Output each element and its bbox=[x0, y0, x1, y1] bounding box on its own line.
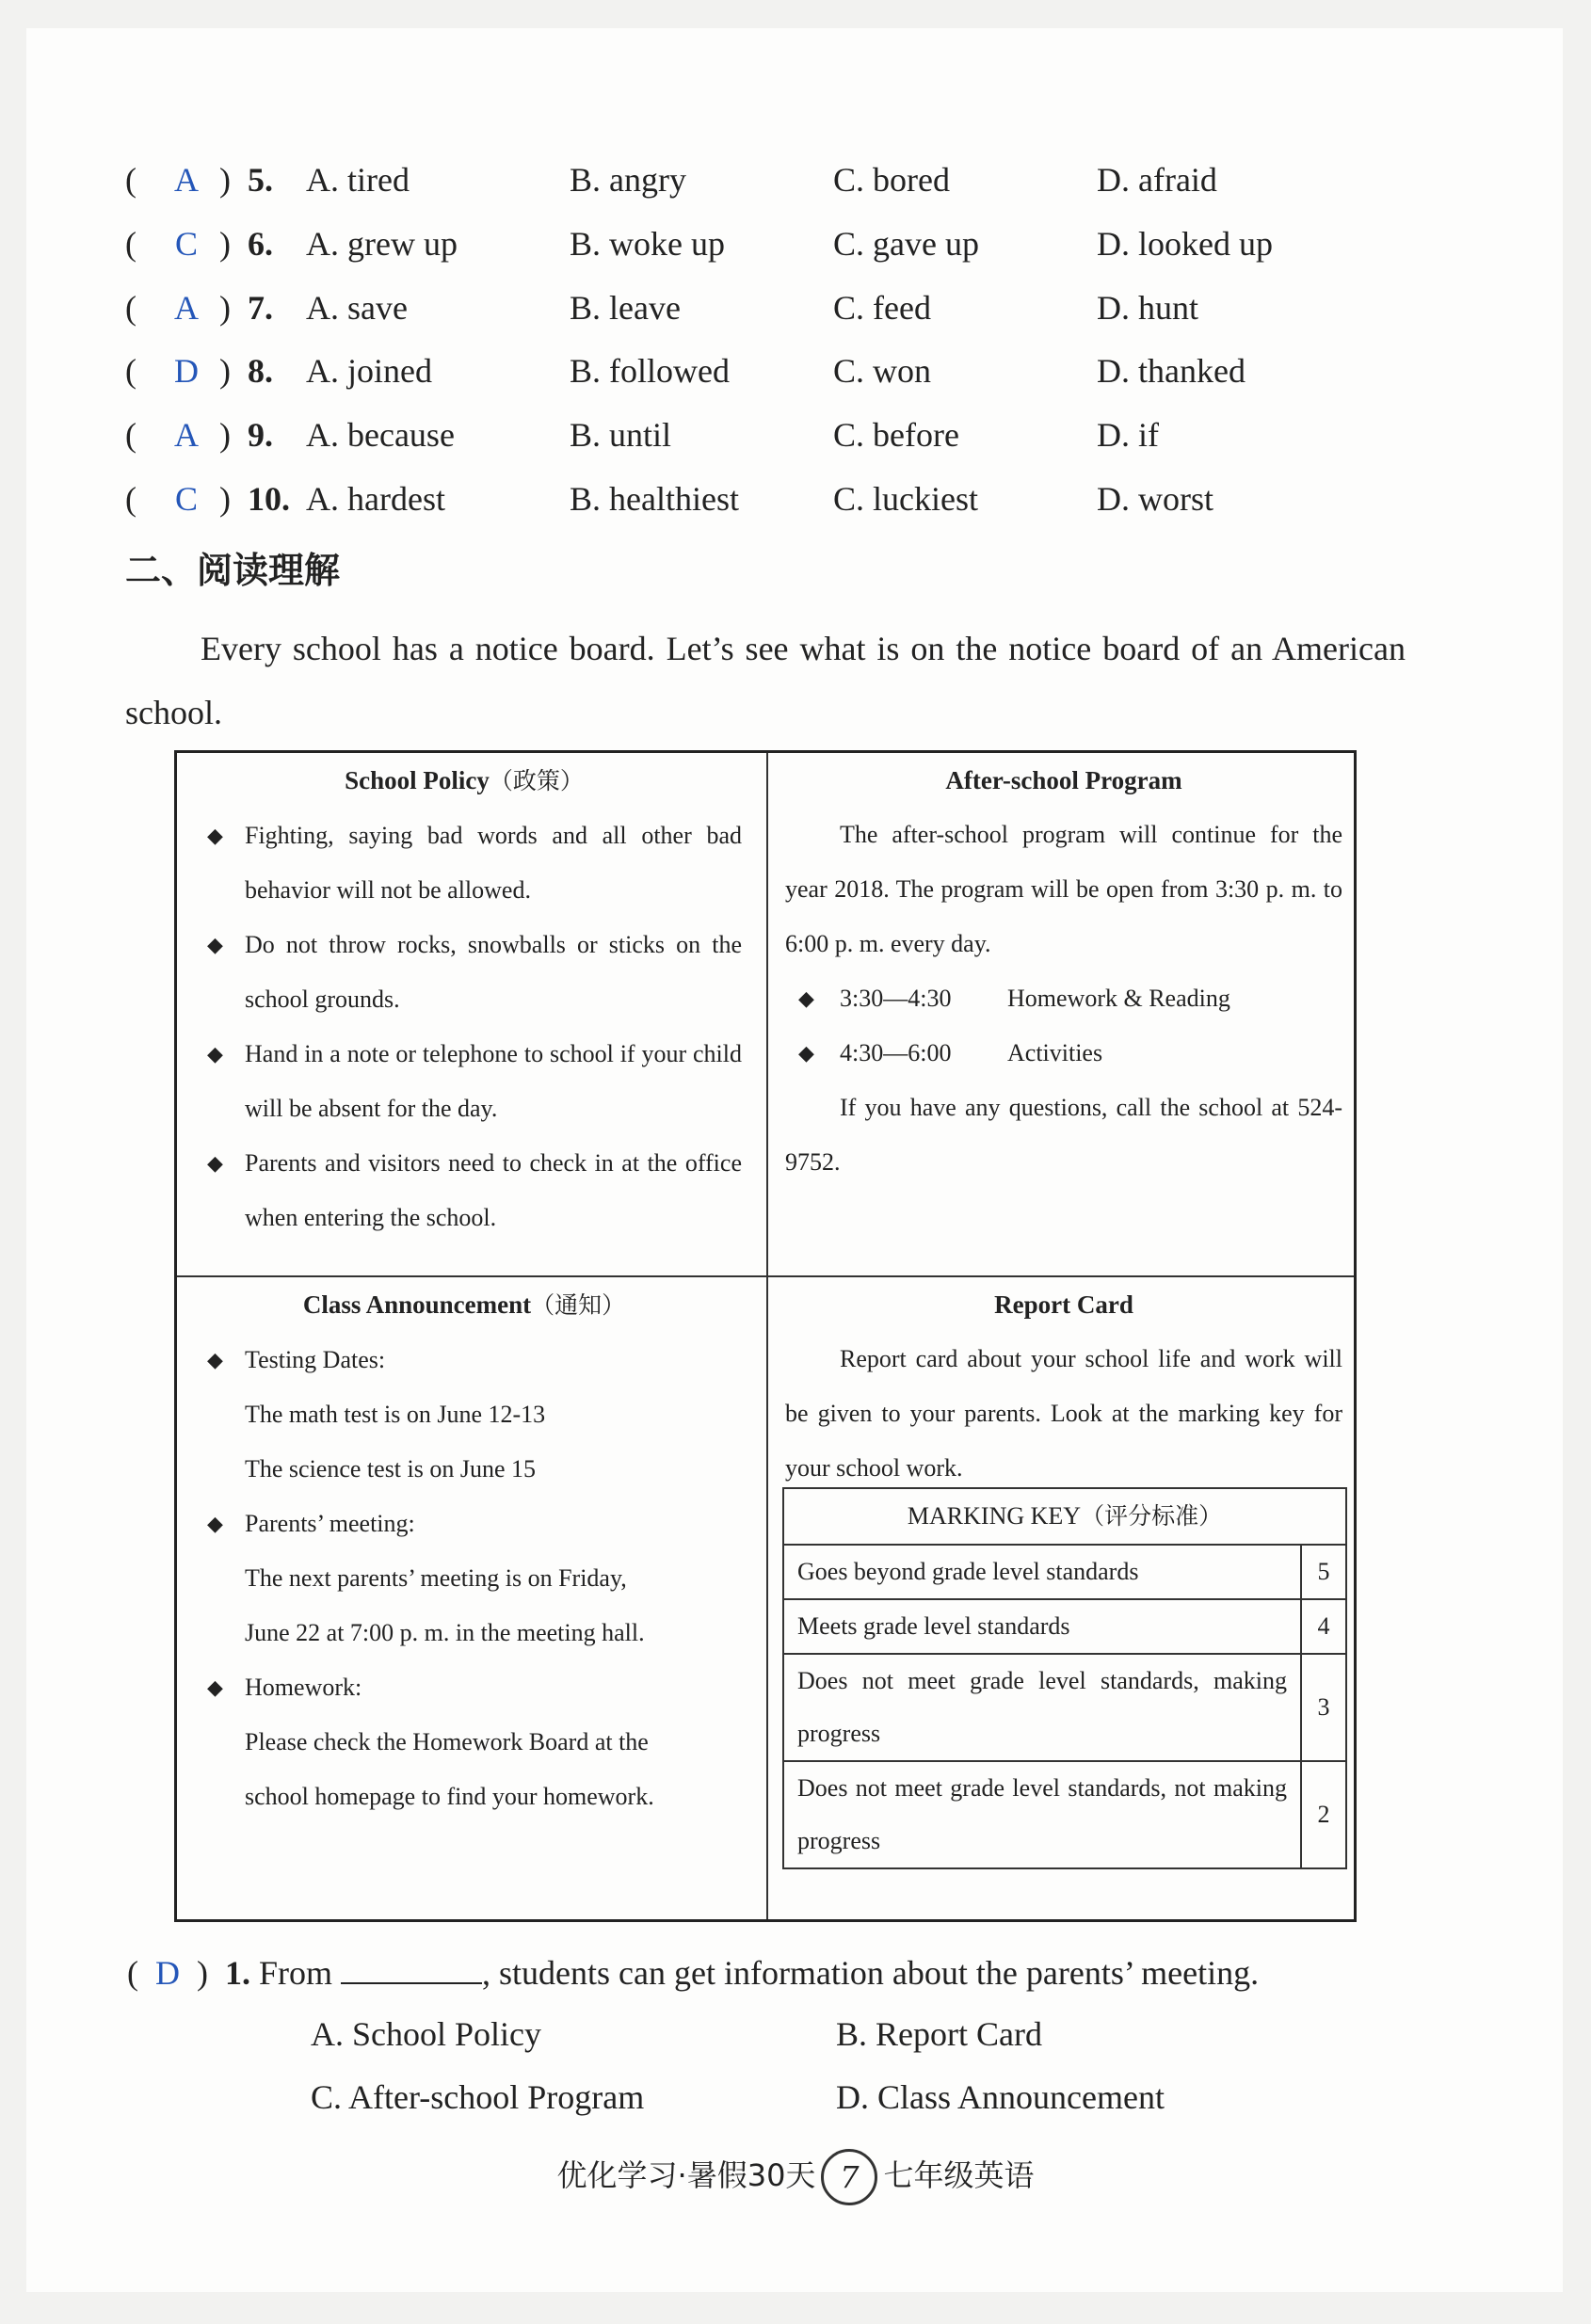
diamond-bullet-icon: ◆ bbox=[798, 986, 814, 1010]
policy-item-text: Parents and visitors need to check in at the office when entering the school. bbox=[245, 1149, 742, 1231]
page-footer bbox=[0, 2149, 1591, 2205]
table-row bbox=[783, 1599, 1346, 1654]
diamond-bullet-icon: ◆ bbox=[207, 1512, 223, 1535]
cloze-row bbox=[125, 351, 1443, 398]
marking-key-score: 4 bbox=[1301, 1599, 1346, 1654]
answer-letter: C bbox=[174, 480, 198, 518]
question-number: 1. bbox=[225, 1954, 250, 1992]
question-stem-end: , students can get information about the parents’ meeting. bbox=[482, 1954, 1260, 1992]
policy-item-text: Hand in a note or telephone to school if your child will be absent for the day. bbox=[245, 1040, 742, 1122]
paren-left: ( bbox=[125, 352, 137, 390]
marking-key-header: MARKING KEY（评分标准） bbox=[783, 1488, 1346, 1545]
schedule-time: 4:30—6:00 bbox=[840, 1039, 952, 1066]
cloze-row bbox=[125, 160, 1443, 207]
report-card-cell bbox=[785, 1277, 1342, 1496]
cloze-row bbox=[125, 415, 1443, 462]
paren-left: ( bbox=[125, 480, 137, 518]
meeting-line: June 22 at 7:00 p. m. in the meeting hall. bbox=[245, 1619, 645, 1646]
marking-key-score: 3 bbox=[1301, 1654, 1346, 1761]
option-b: B. followed bbox=[570, 352, 730, 390]
table-row bbox=[783, 1545, 1346, 1599]
question-number: 7. bbox=[248, 289, 273, 327]
section-title: 二、阅读理解 bbox=[125, 550, 341, 591]
diamond-bullet-icon: ◆ bbox=[207, 1151, 223, 1175]
school-policy-cell bbox=[186, 753, 742, 1245]
after-school-title: After-school Program bbox=[945, 766, 1182, 794]
paren-left: ( bbox=[125, 289, 137, 327]
marking-key-table bbox=[782, 1487, 1347, 1869]
answer-letter: A bbox=[174, 161, 199, 199]
option-c: C. gave up bbox=[833, 225, 979, 263]
option-c: C. won bbox=[833, 352, 932, 390]
homework-item: ◆ Homework: bbox=[186, 1660, 742, 1715]
notice-board bbox=[174, 750, 1357, 1922]
policy-item bbox=[186, 809, 742, 918]
report-card-text: Report card about your school life and work will be given to your parents. Look at the marking key for your school work. bbox=[785, 1345, 1342, 1482]
testing-dates-item: ◆ Testing Dates: bbox=[186, 1333, 742, 1387]
answer-letter: D bbox=[174, 352, 199, 390]
answer-blank bbox=[341, 1954, 482, 1984]
after-school-cell bbox=[785, 753, 1342, 1190]
option-b: B. woke up bbox=[570, 225, 725, 263]
class-announcement-title: Class Announcement（通知） bbox=[302, 1290, 626, 1319]
marking-key-desc: Goes beyond grade level standards bbox=[783, 1545, 1301, 1599]
policy-item bbox=[186, 918, 742, 1027]
marking-key-score: 5 bbox=[1301, 1545, 1346, 1599]
policy-item bbox=[186, 1027, 742, 1136]
paren-right: ) bbox=[219, 416, 231, 454]
after-school-contact: If you have any questions, call the school at 524-9752. bbox=[785, 1094, 1342, 1176]
paren-right: ) bbox=[219, 225, 231, 263]
paren-right: ) bbox=[219, 352, 231, 390]
diamond-bullet-icon: ◆ bbox=[207, 1348, 223, 1371]
table-row bbox=[783, 1761, 1346, 1868]
policy-item-text: Do not throw rocks, snowballs or sticks on the school grounds. bbox=[245, 931, 742, 1013]
homework-line: school homepage to find your homework. bbox=[245, 1783, 654, 1810]
marking-key-desc: Does not meet grade level standards, not making progress bbox=[783, 1761, 1301, 1868]
table-row bbox=[783, 1654, 1346, 1761]
diamond-bullet-icon: ◆ bbox=[207, 1042, 223, 1066]
option-a: A. grew up bbox=[306, 225, 458, 263]
schedule-activity: Homework & Reading bbox=[1007, 985, 1230, 1012]
homework-line: Please check the Homework Board at the bbox=[245, 1728, 649, 1755]
option-d: D. hunt bbox=[1097, 289, 1198, 327]
footer-book-title: 优化学习·暑假30天 bbox=[556, 2157, 816, 2193]
schedule-activity: Activities bbox=[1007, 1039, 1103, 1066]
option-a: A. save bbox=[306, 289, 408, 327]
page-number: 7 bbox=[821, 2149, 877, 2205]
option-d: D. afraid bbox=[1097, 161, 1217, 199]
option-c: C. luckiest bbox=[833, 480, 978, 518]
option-b: B. angry bbox=[570, 161, 686, 199]
testing-line: The science test is on June 15 bbox=[245, 1455, 537, 1483]
question-number: 8. bbox=[248, 352, 273, 390]
parents-meeting-item: ◆ Parents’ meeting: bbox=[186, 1497, 742, 1551]
diamond-bullet-icon: ◆ bbox=[207, 824, 223, 847]
option-c: C. bored bbox=[833, 161, 950, 199]
option-a: A. joined bbox=[306, 352, 432, 390]
cloze-row bbox=[125, 224, 1443, 271]
footer-grade-subject: 七年级英语 bbox=[883, 2157, 1035, 2193]
after-school-schedule bbox=[785, 971, 1342, 1081]
option-d: D. thanked bbox=[1097, 352, 1245, 390]
paren-right: ) bbox=[219, 289, 231, 327]
option-c: C. before bbox=[833, 416, 959, 454]
paren-right: ) bbox=[219, 480, 231, 518]
meeting-line: The next parents’ meeting is on Friday, bbox=[245, 1564, 627, 1592]
diamond-bullet-icon: ◆ bbox=[207, 1675, 223, 1699]
testing-line: The math test is on June 12-13 bbox=[245, 1401, 546, 1428]
policy-item-text: Fighting, saying bad words and all other bad behavior will not be allowed. bbox=[245, 822, 742, 904]
diamond-bullet-icon: ◆ bbox=[798, 1041, 814, 1065]
report-card-title: Report Card bbox=[994, 1290, 1133, 1319]
option-a: A. hardest bbox=[306, 480, 445, 518]
board-divider-vertical bbox=[766, 753, 768, 1919]
cloze-row bbox=[125, 288, 1443, 335]
option-a: A. tired bbox=[306, 161, 410, 199]
option-a: A. School Policy bbox=[311, 2015, 542, 2053]
option-b: B. leave bbox=[570, 289, 681, 327]
answer-letter: D bbox=[155, 1954, 180, 1992]
paren-right: ) bbox=[219, 161, 231, 199]
option-a: A. because bbox=[306, 416, 455, 454]
question-number: 10. bbox=[248, 480, 290, 518]
marking-key-desc: Meets grade level standards bbox=[783, 1599, 1301, 1654]
question-stem-start: From bbox=[259, 1954, 333, 1992]
answer-letter: A bbox=[174, 416, 199, 454]
option-d: D. if bbox=[1097, 416, 1159, 454]
schedule-time: 3:30—4:30 bbox=[840, 985, 952, 1012]
schedule-row bbox=[785, 971, 1342, 1026]
option-d: D. Class Announcement bbox=[836, 2078, 1165, 2116]
diamond-bullet-icon: ◆ bbox=[207, 933, 223, 956]
intro-paragraph: Every school has a notice board. Let’s see what is on the notice board of an American school. bbox=[125, 630, 1406, 731]
school-policy-title: School Policy（政策） bbox=[345, 766, 584, 794]
question-number: 6. bbox=[248, 225, 273, 263]
question-number: 9. bbox=[248, 416, 273, 454]
question-number: 5. bbox=[248, 161, 273, 199]
paren-left: ( bbox=[125, 225, 137, 263]
policy-item bbox=[186, 1136, 742, 1245]
option-d: D. looked up bbox=[1097, 225, 1273, 263]
class-announcement-cell bbox=[186, 1277, 742, 1824]
paren-left: ( bbox=[125, 416, 137, 454]
option-b: B. until bbox=[570, 416, 672, 454]
option-d: D. worst bbox=[1097, 480, 1213, 518]
answer-letter: C bbox=[174, 225, 198, 263]
option-c: C. feed bbox=[833, 289, 931, 327]
option-b: B. Report Card bbox=[836, 2015, 1042, 2053]
marking-key-score: 2 bbox=[1301, 1761, 1346, 1868]
after-school-text: The after-school program will continue for the year 2018. The program will be open from 3:30 p. m. to 6:00 p. m. every day. bbox=[785, 821, 1342, 957]
option-b: B. healthiest bbox=[570, 480, 739, 518]
question-1: ( D ) 1. From , students can get information about the parents’ meeting. bbox=[127, 1954, 1260, 1992]
paren-left: ( bbox=[125, 161, 137, 199]
cloze-row bbox=[125, 479, 1443, 526]
answer-letter: A bbox=[174, 289, 199, 327]
option-c: C. After-school Program bbox=[311, 2078, 645, 2116]
schedule-row bbox=[785, 1026, 1342, 1081]
marking-key-desc: Does not meet grade level standards, making progress bbox=[783, 1654, 1301, 1761]
school-policy-list bbox=[186, 809, 742, 1245]
